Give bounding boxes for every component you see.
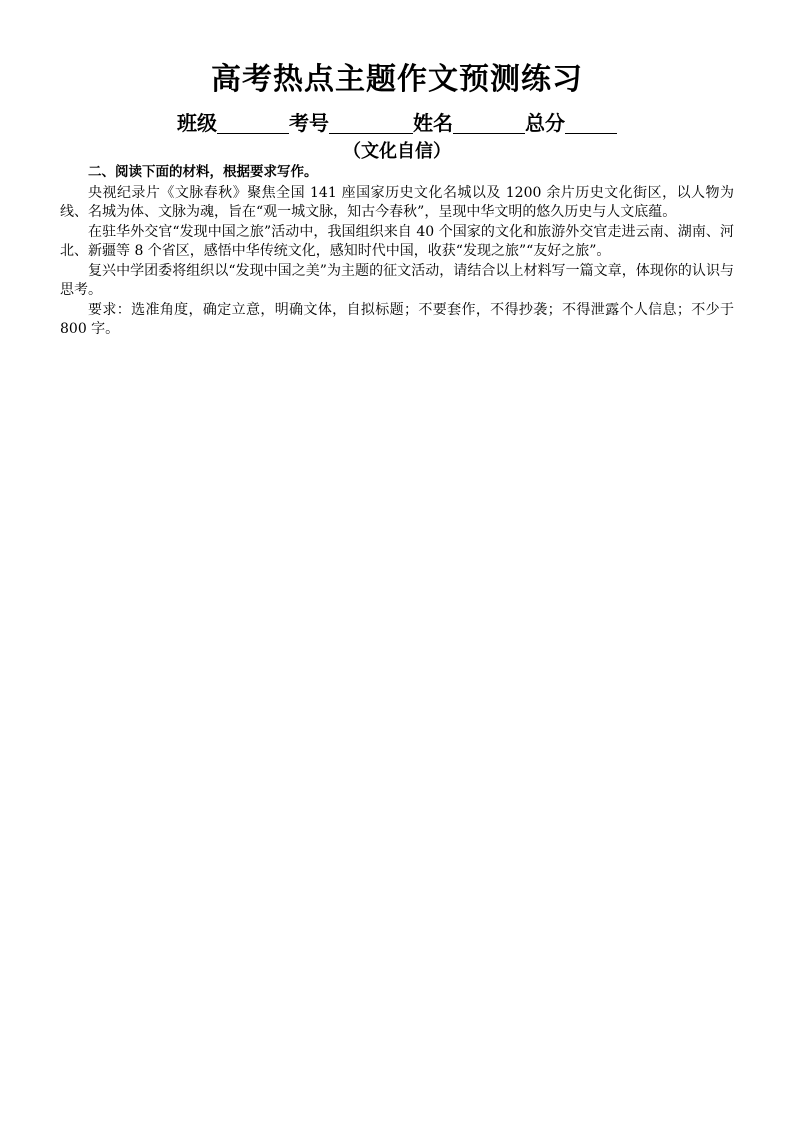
document-title: 高考热点主题作文预测练习 <box>211 62 583 97</box>
section-heading: 二、阅读下面的材料，根据要求写作。 <box>88 164 318 180</box>
document-subtitle: （文化自信） <box>343 141 451 162</box>
task-paragraph: 复兴中学团委将组织以“发现中国之美”为主题的征文活动，请结合以上材料写一篇文章，体现你的认识与思考。 <box>60 262 734 298</box>
name-blank <box>453 111 525 134</box>
exam-number-label: 考号 <box>289 111 329 135</box>
name-label: 姓名 <box>413 111 453 135</box>
material-paragraph-2: 在驻华外交官“发现中国之旅”活动中，我国组织来自 40 个国家的文化和旅游外交官走进云南、湖南、河北、新疆等 8 个省区，感悟中华传统文化，感知时代中国，收获“发现之旅”“友好之旅”。 <box>60 223 734 259</box>
exam-number-blank <box>329 111 413 134</box>
class-blank <box>217 111 289 134</box>
score-label: 总分 <box>525 111 565 135</box>
class-label: 班级 <box>177 111 217 135</box>
score-blank <box>565 111 617 134</box>
document-body <box>60 163 734 340</box>
material-paragraph-1: 央视纪录片《文脉春秋》聚焦全国 141 座国家历史文化名城以及 1200 余片历史文化街区，以人物为线、名城为体、文脉为魂，旨在“观一城文脉，知古今春秋”，呈现中华文明的悠久历史与人文底蕴。 <box>60 184 734 220</box>
requirements-paragraph: 要求：选准角度，确定立意，明确文体，自拟标题；不要套作，不得抄袭；不得泄露个人信息；不少于 800 字。 <box>60 301 734 337</box>
student-info-line <box>0 108 794 138</box>
